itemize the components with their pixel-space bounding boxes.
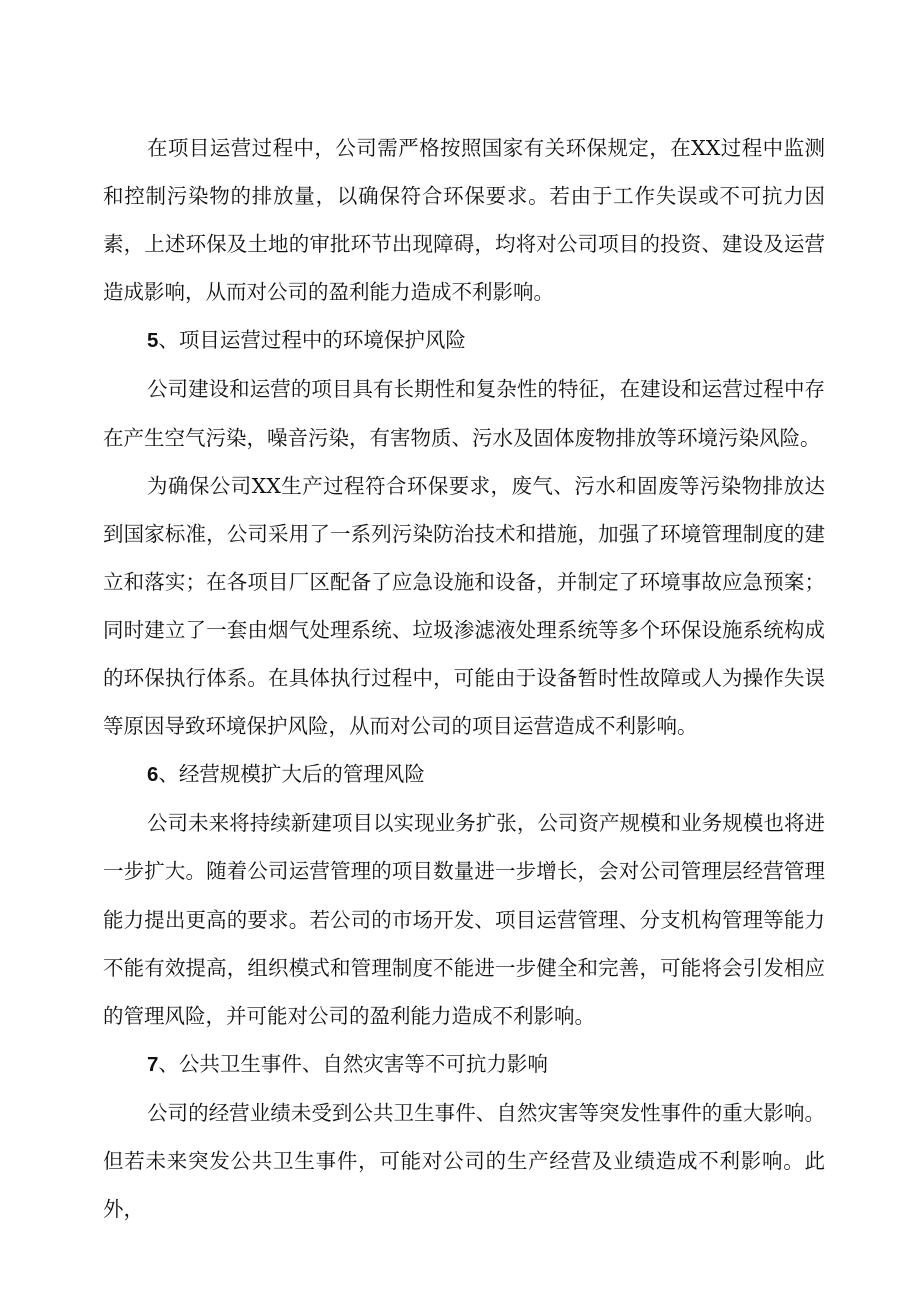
- section-heading-5: [103, 316, 825, 365]
- section-number: 5: [147, 329, 159, 353]
- section-title: 、项目运营过程中的环境保护风险: [158, 328, 466, 353]
- paragraph-pollution-control: 为确保公司XX生产过程符合环保要求，废气、污水和固废等污染物排放达到国家标准，公司采用了一系列污染防治技术和措施，加强了环境管理制度的建立和落实；在各项目厂区配备了应急设施和设备，并制定了环境事故应急预案；同时建立了一套由烟气处理系统、垃圾渗滤液处理系统等多个环保设施系统构成的环保执行体系。在具体执行过程中，可能由于设备暂时性故障或人为操作失误等原因导致环境保护风险，从而对公司的项目运营造成不利影响。: [103, 473, 825, 739]
- section-number: 6: [147, 763, 159, 787]
- section-heading-6: [103, 750, 825, 799]
- paragraph-env-approval: 在项目运营过程中，公司需严格按照国家有关环保规定，在XX过程中监测和控制污染物的排放量，以确保符合环保要求。若由于工作失误或不可抗力因素，上述环保及土地的审批环节出现障碍，均将对公司项目的投资、建设及运营造成影响，从而对公司的盈利能力造成不利影响。: [103, 136, 825, 305]
- section-number: 7: [147, 1052, 159, 1076]
- paragraph-force-majeure: 公司的经营业绩未受到公共卫生事件、自然灾害等突发性事件的重大影响。但若未来突发公共卫生事件，可能对公司的生产经营及业绩造成不利影响。此外，: [103, 1100, 825, 1222]
- paragraph-management-risk: 公司未来将持续新建项目以实现业务扩张，公司资产规模和业务规模也将进一步扩大。随着公司运营管理的项目数量进一步增长，会对公司管理层经营管理能力提出更高的要求。若公司的市场开发、项目运营管理、分支机构管理等能力不能有效提高，组织模式和管理制度不能进一步健全和完善，可能将会引发相应的管理风险，并可能对公司的盈利能力造成不利影响。: [103, 811, 825, 1028]
- section-heading-7: [103, 1040, 825, 1089]
- paragraph-pollution-risk: 公司建设和运营的项目具有长期性和复杂性的特征，在建设和运营过程中存在产生空气污染，噪音污染，有害物质、污水及固体废物排放等环境污染风险。: [103, 377, 825, 450]
- section-title: 、经营规模扩大后的管理风险: [158, 762, 425, 787]
- document-body: [103, 124, 825, 1233]
- section-title: 、公共卫生事件、自然灾害等不可抗力影响: [158, 1051, 548, 1076]
